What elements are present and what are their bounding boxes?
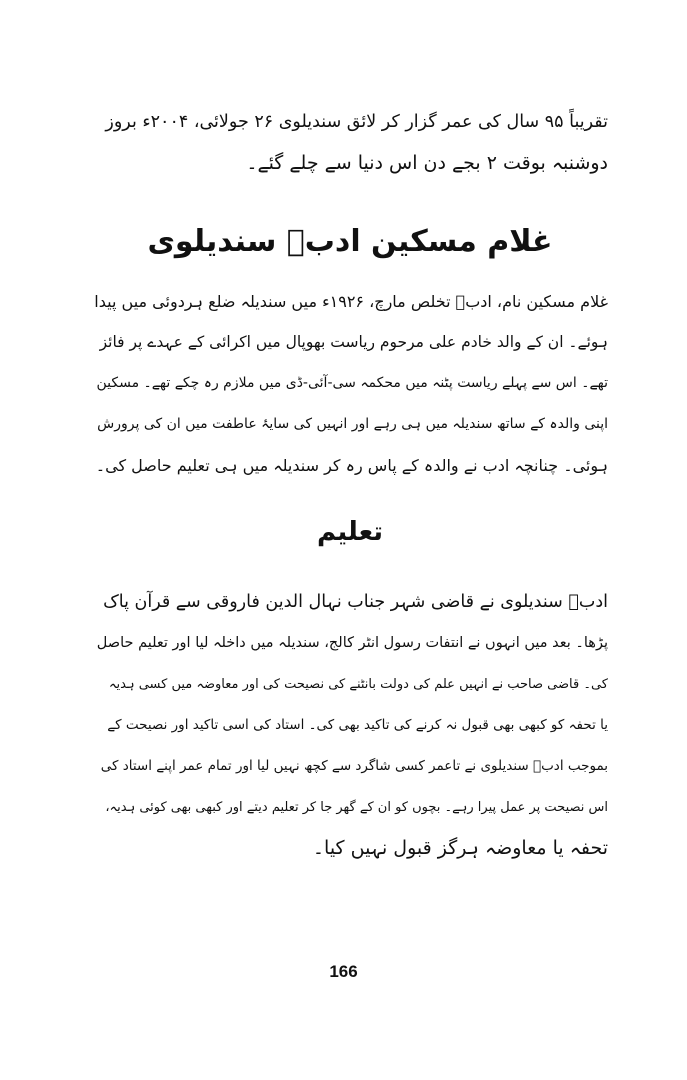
paragraph-education xyxy=(92,582,608,869)
paragraph-death-note xyxy=(92,102,608,184)
paragraph-biography xyxy=(92,281,608,486)
text-line: دوشنبہ بوقت ۲ بجے دن اس دنیا سے چلے گئے۔ xyxy=(246,152,608,174)
section-heading-education: تعلیم xyxy=(316,517,384,547)
text-line: تقریباً ۹۵ سال کی عمر گزار کر لائق سندیلوی ۲۶ جولائی، ۲۰۰۴ء بروز xyxy=(105,112,608,132)
text-line: پڑھا۔ بعد میں انہوں نے انتفات رسول انٹر کالج، سندیلہ میں داخلہ لیا اور تعلیم حاصل xyxy=(96,635,608,651)
text-line: اس نصیحت پر عمل پیرا رہے۔ بچوں کو ان کے گھر جا کر تعلیم دیتے اور کبھی بھی کوئی ہدیہ، xyxy=(105,800,608,815)
paragraph-text xyxy=(92,281,608,486)
text-line: تھے۔ اس سے پہلے ریاست پٹنہ میں محکمہ سی-آئی-ڈی میں ملازم رہ چکے تھے۔ مسکین xyxy=(96,375,608,391)
page-number: 166 xyxy=(329,962,358,981)
text-line: کی۔ قاضی صاحب نے انہیں علم کی دولت بانٹنے کی نصیحت کی اور معاوضہ میں کسی ہدیہ xyxy=(108,677,608,692)
text-line: ادبؔ سندیلوی نے قاضی شہر جناب نہال الدین فاروقی سے قرآن پاک xyxy=(103,592,608,612)
text-line: ہوئے۔ ان کے والد خادم علی مرحوم ریاست بھوپال میں اکرائی کے عہدے پر فائز xyxy=(99,333,608,351)
paragraph-text xyxy=(92,582,608,869)
text-line: تحفہ یا معاوضہ ہرگز قبول نہیں کیا۔ xyxy=(312,837,608,859)
text-line: اپنی والدہ کے ساتھ سندیلہ میں ہی رہے اور انہیں کی سایۂ عاطفت میں ان کی پرورش xyxy=(97,416,608,432)
text-line: بموجب ادبؔ سندیلوی نے تاعمر کسی شاگرد سے کچھ نہیں لیا اور تمام عمر اپنے استاد کی xyxy=(100,758,608,774)
text-line: یا تحفہ کو کبھی بھی قبول نہ کرنے کی تاکید بھی کی۔ استاد کی اسی تاکید اور نصیحت کے xyxy=(107,717,608,733)
text-line: ہوئی۔ چنانچہ ادب نے والدہ کے پاس رہ کر سندیلہ میں ہی تعلیم حاصل کی۔ xyxy=(95,456,608,475)
text-line: غلام مسکین نام، ادبؔ تخلص مارچ، ۱۹۲۶ء میں سندیلہ ضلع ہردوئی میں پیدا xyxy=(94,292,608,311)
paragraph-text xyxy=(92,102,608,184)
section-heading-poet-name: غلام مسکین ادبؔ سندیلوی xyxy=(147,224,553,259)
